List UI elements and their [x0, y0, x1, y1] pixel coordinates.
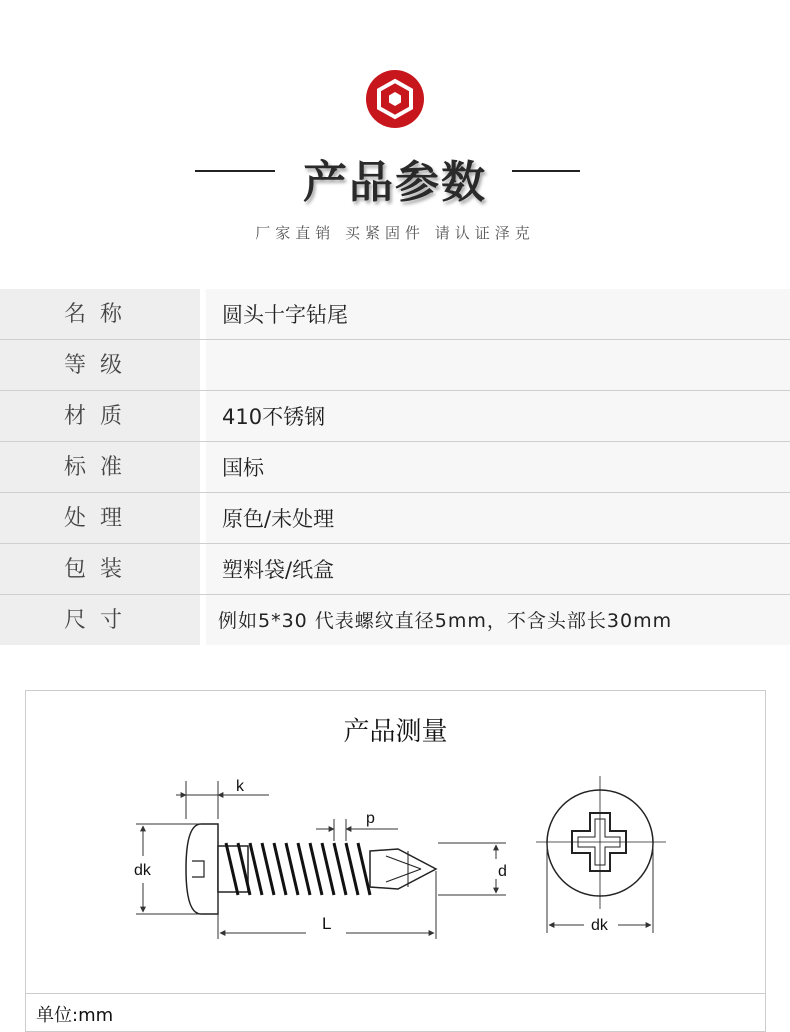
k-label: k	[236, 778, 244, 795]
p-dimension	[316, 819, 398, 841]
spec-value: 国标	[206, 442, 790, 492]
screw-dimension-diagram	[26, 691, 765, 991]
spec-value: 圆头十字钻尾	[206, 289, 790, 339]
spec-value: 410不锈钢	[206, 391, 790, 441]
screw-top-view	[536, 776, 666, 909]
dk-top-label: dk	[591, 917, 608, 934]
page-title: 产品参数	[303, 157, 487, 208]
spec-key: 名称	[0, 289, 200, 339]
title-divider-right	[512, 170, 580, 172]
spec-key: 处理	[0, 493, 200, 543]
spec-key: 标准	[0, 442, 200, 492]
hex-nut-icon	[366, 70, 424, 128]
spec-value: 塑料袋/纸盒	[206, 544, 790, 594]
measurement-divider	[26, 993, 765, 994]
dk-side-label: dk	[134, 862, 151, 879]
d-label: d	[498, 863, 507, 880]
page-subtitle: 厂家直销 买紧固件 请认证泽克	[255, 224, 535, 242]
L-label: L	[322, 914, 332, 933]
section-title-row	[0, 140, 790, 210]
spec-row-size	[0, 595, 790, 645]
spec-value: 例如5*30 代表螺纹直径5mm，不含头部长30mm	[206, 595, 790, 645]
screw-side-view	[186, 824, 436, 914]
spec-row-treatment	[0, 493, 790, 544]
spec-key: 材质	[0, 391, 200, 441]
k-dimension	[176, 781, 269, 819]
d-dimension	[438, 843, 506, 895]
spec-key: 包装	[0, 544, 200, 594]
spec-key: 等级	[0, 340, 200, 390]
spec-row-name	[0, 289, 790, 340]
spec-row-material	[0, 391, 790, 442]
measurement-panel	[25, 690, 766, 1032]
spec-row-grade	[0, 340, 790, 391]
spec-row-standard	[0, 442, 790, 493]
p-label: p	[366, 810, 375, 827]
spec-key: 尺寸	[0, 595, 200, 645]
spec-value: 原色/未处理	[206, 493, 790, 543]
measurement-title: 产品测量	[343, 717, 448, 747]
unit-label: 单位:mm	[36, 1005, 114, 1026]
spec-value	[206, 340, 790, 390]
spec-row-packaging	[0, 544, 790, 595]
